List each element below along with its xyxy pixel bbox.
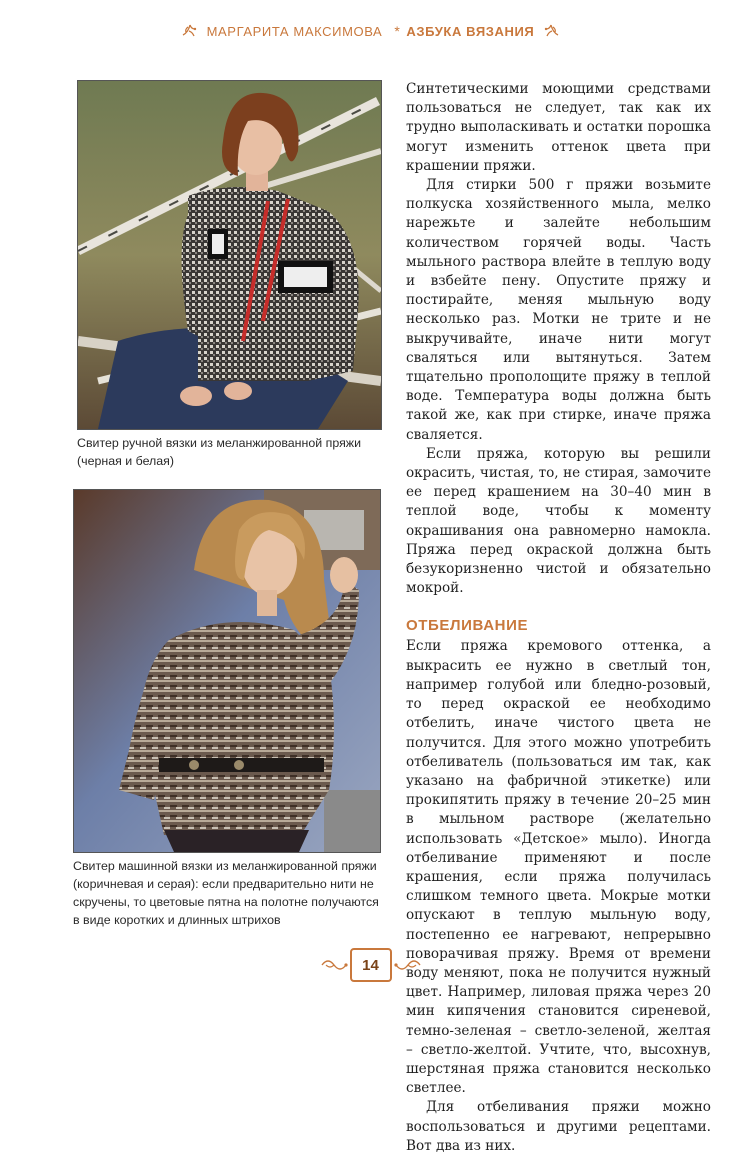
paragraph: Для стирки 500 г пряжи возьмите полкуска хозяйственного мыла, мелко нарежьте и залейте небольшим количеством горячей воды. Часть мыльного раствора влейте в теплую воду и взбейте пену. Опустите пряжу и постирайте, меняя мыльную воду несколько раз. Мотки не трите и не выкручивайте, иначе нити могут сваляться или вытянуться. Затем тщательно прополощите пряжу в теплой воде. Температура воды должна быть такой же, как при стирке, иначе пряжа сваляется. <box>406 177 711 443</box>
running-header <box>0 18 741 44</box>
paragraph: Если пряжа кремового оттенка, а выкрасить ее нужно в светлый тон, например голубой или бледно-розовый, то перед окраской ее необходимо отбелить, иначе чистого цвета не получится. Для этого можно употребить отбеливатель (пользоваться им так, как указано на фабричной этикетке) или прокипятить пряжу в течение 20–25 мин в мыльном растворе (желательно использовать «Детское» мыло). Иногда отбеливание применяют и после крашения, если пряжа получилась слишком темного цвета. Мокрые мотки опускают в теплую мыльную воду, постепенно ее нагревают, непрерывно поворачивая пряжу. Время от времени воду меняют, пока не получится нужный цвет. Например, лиловая пряжа через 20 мин кипячения становится сиреневой, темно-зеленая – светло-зеленой, желтая – светло-желтой. Учтите, что, высохнув, шерстяная пряжа становится несколько светлее. <box>406 638 711 1097</box>
header-separator: * <box>394 23 401 39</box>
photo-handknit-sweater <box>77 80 382 430</box>
flourish-left-icon <box>320 955 348 975</box>
header-author: МАРГАРИТА МАКСИМОВА <box>206 23 383 39</box>
figure-caption: Свитер ручной вязки из меланжированной пряжи (черная и белая) <box>77 436 361 468</box>
page-number: 14 <box>350 948 392 982</box>
figure-caption: Свитер машинной вязки из меланжированной пряжи (коричневая и серая): если предварительно нити не скручены, то цветовые пятна на полотне получаются в виде коротких и длинных штрихов <box>73 859 379 927</box>
article-body <box>406 80 711 1156</box>
floral-ornament-icon <box>544 23 560 39</box>
flourish-right-icon <box>394 955 422 975</box>
header-book-title: АЗБУКА ВЯЗАНИЯ <box>406 23 535 39</box>
page-footer <box>0 948 741 982</box>
section-heading: ОТБЕЛИВАНИЕ <box>406 617 529 635</box>
floral-ornament-icon <box>181 23 197 39</box>
paragraph: Если пряжа, которую вы решили окрасить, чистая, то, не стирая, замочите ее перед крашением на 30–40 мин в теплой воде, чтобы к моменту окрашивания она равномерно намокла. Пряжа перед окраской должна быть безукоризненно чистой и обязательно мокрой. <box>406 445 711 597</box>
paragraph: Для отбеливания пряжи можно воспользоваться и другими рецептами. Вот два из них. <box>406 1099 711 1154</box>
photo-machineknit-sweater <box>73 489 381 853</box>
paragraph: Синтетическими моющими средствами пользоваться не следует, так как их трудно выполаскивать и остатки порошка могут изменить оттенок цвета при крашении пряжи. <box>406 81 711 174</box>
